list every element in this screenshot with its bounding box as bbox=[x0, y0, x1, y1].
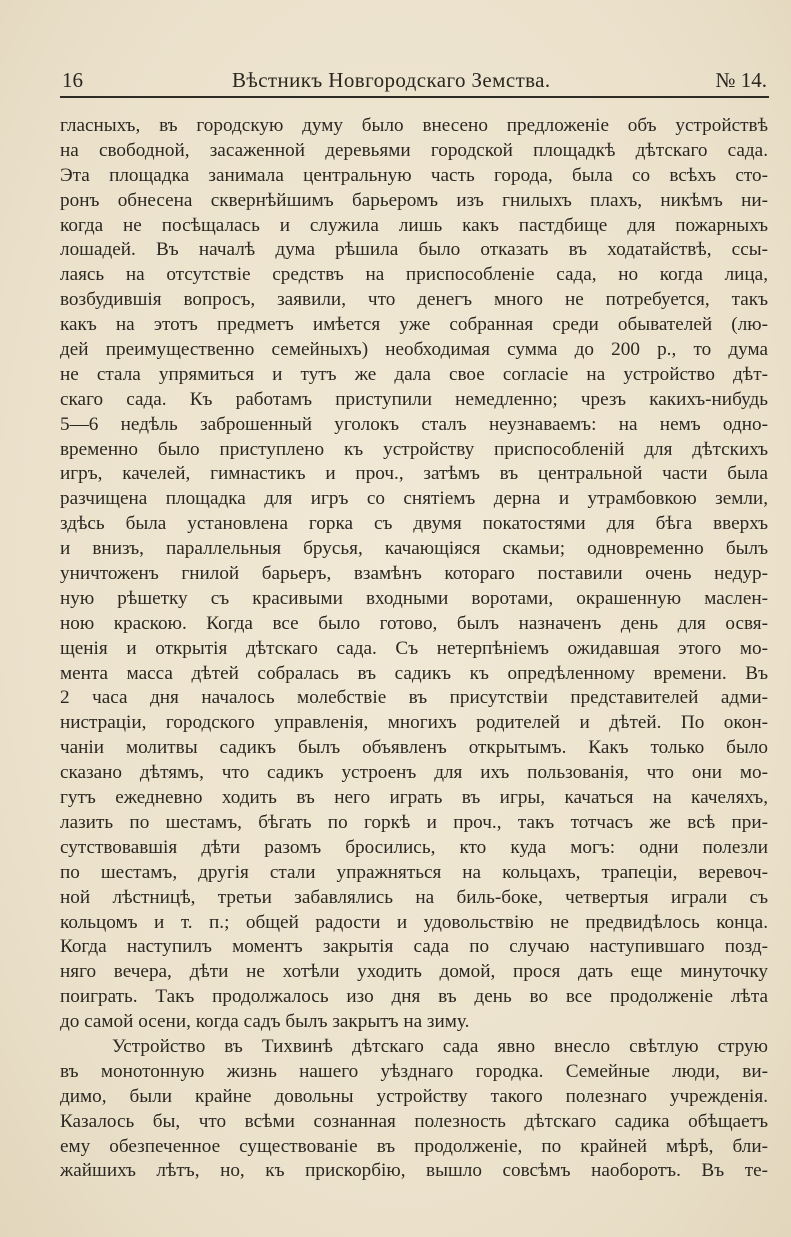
text-line: Казалось бы, что всѣми сознанная полезность дѣтскаго садика обѣщаетъ bbox=[60, 1110, 768, 1132]
text-line: жайшихъ лѣтъ, но, къ прискорбію, вышло совсѣмъ наоборотъ. Въ те- bbox=[60, 1160, 768, 1182]
text-line: по шестамъ, другія стали упражняться на кольцахъ, трапеціи, веревоч- bbox=[60, 861, 768, 883]
text-line: не стала упрямиться и тутъ же дала свое согласіе на устройство дѣт- bbox=[60, 363, 768, 385]
text-line: здѣсь была установлена горка съ двумя покатостями для бѣга вверхъ bbox=[60, 513, 768, 535]
text-line: мента масса дѣтей собралась въ садикъ къ опредѣленному времени. Въ bbox=[60, 662, 768, 684]
text-line: сказано дѣтямъ, что садикъ устроенъ для ихъ пользованія, что они мо- bbox=[60, 762, 768, 784]
text-line: лазить по шестамъ, бѣгать по горкѣ и проч., такъ тотчасъ же всѣ при- bbox=[60, 811, 768, 833]
text-line: Когда наступилъ моментъ закрытія сада по случаю наступившаго позд- bbox=[60, 936, 768, 958]
text-line: на свободной, засаженной деревьями городской площадкѣ дѣтскаго сада. bbox=[60, 139, 768, 161]
text-line: гутъ ежедневно ходить въ него играть въ игры, качаться на качеляхъ, bbox=[60, 787, 768, 809]
text-line: чаніи молитвы садикъ былъ объявленъ открытымъ. Какъ только было bbox=[60, 737, 768, 759]
issue-number: № 14. bbox=[715, 68, 767, 92]
text-line: 5—6 недѣль заброшенный уголокъ сталъ неузнаваемъ: на немъ одно- bbox=[60, 413, 768, 435]
text-line: ною краскою. Когда все было готово, былъ назначенъ день для освя- bbox=[60, 612, 768, 634]
text-line: когда не посѣщалась и служила лишь какъ пастдбище для пожарныхъ bbox=[60, 214, 768, 236]
running-title: Вѣстникъ Новгородскаго Земства. bbox=[232, 68, 551, 92]
text-line: дей преимущественно семейныхъ) необходимая сумма до 200 р., то дума bbox=[60, 339, 768, 361]
body-text bbox=[60, 114, 768, 1184]
text-line: кольцомъ и т. п.; общей радости и удовольствію не предвидѣлось конца. bbox=[60, 911, 768, 933]
text-line: щенія и открытія дѣтскаго сада. Съ нетерпѣніемъ ожидавшая этого мо- bbox=[60, 637, 768, 659]
paragraph-start-line: Устройство въ Тихвинѣ дѣтскаго сада явно внесло свѣтлую струю bbox=[112, 1035, 768, 1057]
text-line: гласныхъ, въ городскую думу было внесено предложеніе объ устройствѣ bbox=[60, 115, 768, 136]
text-line: какъ на этотъ предметъ имѣется уже собранная среди обывателей (лю- bbox=[60, 314, 768, 336]
text-line: игръ, качелей, гимнастикъ и проч., затѣмъ въ центральной части была bbox=[60, 463, 768, 485]
text-line: возбудившія вопросъ, заявили, что денегъ много не потребуется, такъ bbox=[60, 289, 768, 311]
text-line: разчищена площадка для игръ со снятіемъ дерна и утрамбовкою земли, bbox=[60, 488, 768, 510]
text-line: няго вечера, дѣти не хотѣли уходить домой, прося дать еще минуточку bbox=[60, 961, 768, 983]
text-line: нистраціи, городского управленія, многихъ родителей и дѣтей. По окон- bbox=[60, 712, 768, 734]
text-line: временно было приступлено къ устройству приспособленій для дѣтскихъ bbox=[60, 438, 768, 460]
text-line: лошадей. Въ началѣ дума рѣшила было отказать въ ходатайствѣ, ссы- bbox=[60, 239, 768, 261]
text-line: въ монотонную жизнь нашего уѣзднаго городка. Семейные люди, ви- bbox=[60, 1060, 768, 1082]
text-line: и внизъ, параллельныя брусья, качающіяся скамьи; одновременно былъ bbox=[60, 538, 768, 560]
text-line: Эта площадка занимала центральную часть города, была со всѣхъ сто- bbox=[60, 164, 768, 186]
text-line: ной лѣстницѣ, третьи забавлялись на биль-боке, четвертыя играли съ bbox=[60, 886, 768, 908]
paragraph-end-line: до самой осени, когда садъ былъ закрытъ на зиму. bbox=[60, 1011, 470, 1033]
header-rule bbox=[60, 96, 769, 98]
text-line: димо, были крайне довольны устройству такого полезнаго учрежденія. bbox=[60, 1085, 768, 1107]
text-line: сутствовавшія дѣти разомъ бросились, кто куда могъ: одни полезли bbox=[60, 836, 768, 858]
text-line: лаясь на отсутствіе средствъ на приспособленіе сада, но когда лица, bbox=[60, 264, 768, 286]
text-line: 2 часа дня началось молебствіе въ присутствіи представителей адми- bbox=[60, 687, 768, 709]
text-line: скаго сада. Къ работамъ приступили немедленно; чрезъ какихъ-нибудь bbox=[60, 388, 768, 410]
page-number: 16 bbox=[62, 68, 83, 92]
text-line: ему обезпеченное существованіе въ продолженіе, по крайней мѣрѣ, бли- bbox=[60, 1135, 768, 1157]
page-header bbox=[62, 68, 767, 94]
text-line: ронъ обнесена сквернѣйшимъ барьеромъ изъ гнилыхъ плахъ, никѣмъ ни- bbox=[60, 189, 768, 211]
text-line: поиграть. Такъ продолжалось изо дня въ день во все продолженіе лѣта bbox=[60, 986, 768, 1008]
text-line: ную рѣшетку съ красивыми входными воротами, окрашенную маслен- bbox=[60, 587, 768, 609]
text-line: уничтоженъ гнилой барьеръ, взамѣнъ котораго поставили очень недур- bbox=[60, 563, 768, 585]
